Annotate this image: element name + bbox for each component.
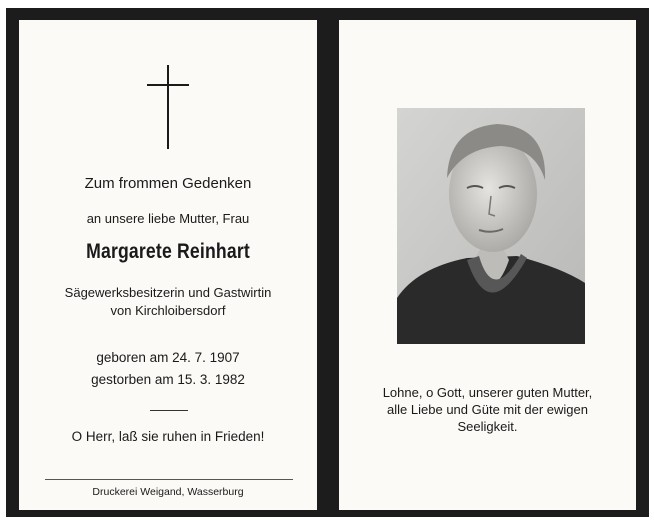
verse-line-3: Seeligkeit.: [457, 419, 518, 434]
right-panel: [339, 20, 636, 510]
death-date: gestorben am 15. 3. 1982: [91, 372, 245, 387]
verse-line-1: Lohne, o Gott, unserer guten Mutter,: [382, 385, 593, 400]
printer-credit: Druckerei Weigand, Wasserburg: [92, 486, 244, 498]
memorial-card: [6, 8, 649, 517]
portrait-image: [397, 108, 585, 344]
divider: [150, 410, 188, 411]
verse-line-2: alle Liebe und Güte mit der ewigen: [387, 402, 588, 417]
cross-icon: [167, 65, 169, 149]
portrait-photo: [397, 108, 585, 344]
left-panel: [19, 20, 317, 510]
occupation-line-1: Sägewerksbesitzerin und Gastwirtin: [64, 285, 272, 300]
cross-icon-bar: [147, 84, 189, 86]
footer-divider: [45, 479, 293, 480]
deceased-name: Margarete Reinhart: [86, 240, 250, 263]
heading: Zum frommen Gedenken: [84, 175, 252, 192]
prayer: O Herr, laß sie ruhen in Frieden!: [71, 429, 265, 444]
occupation-line-2: von Kirchloibersdorf: [110, 303, 226, 318]
subheading: an unsere liebe Mutter, Frau: [86, 211, 250, 226]
birth-date: geboren am 24. 7. 1907: [96, 350, 240, 365]
